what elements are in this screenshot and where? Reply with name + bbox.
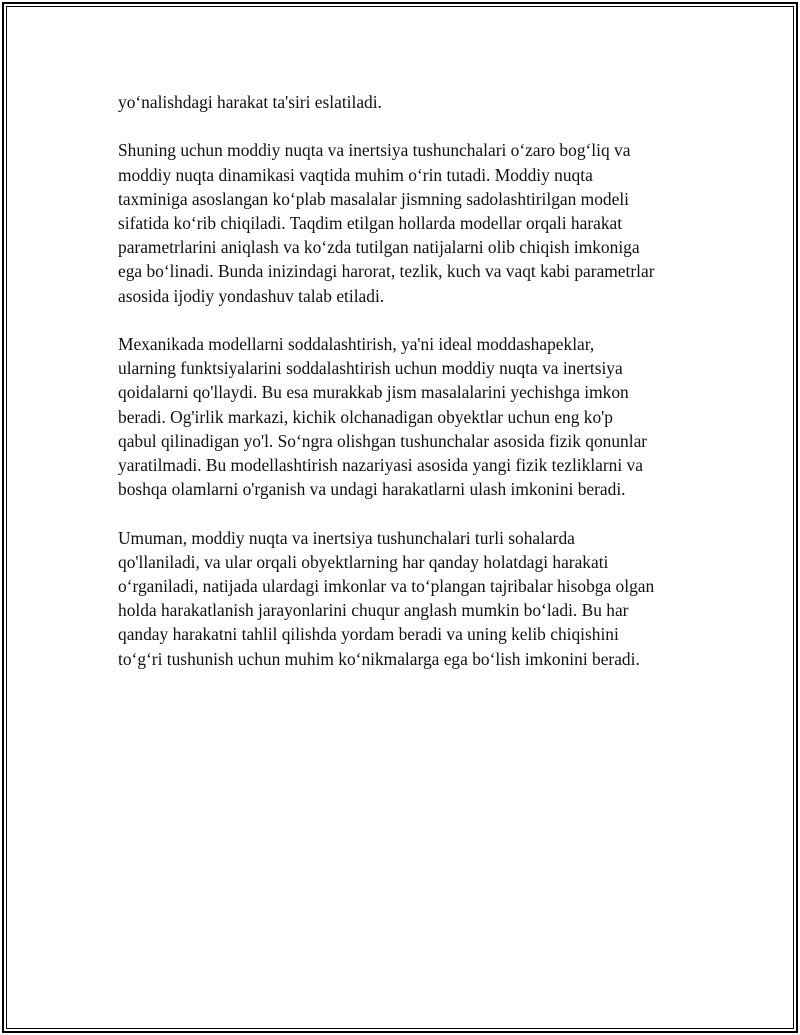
- paragraph-1: [118, 90, 718, 114]
- paragraph-3: [118, 332, 718, 501]
- text-line: ularning funktsiyalarini soddalashtirish uchun moddiy nuqta va inertsiya: [118, 358, 623, 379]
- text-line: parametrlarini aniqlash va ko‘zda tutilgan natijalarni olib chiqish imkoniga: [118, 237, 640, 258]
- text-line: ega bo‘linadi. Bunda inizindagi harorat, tezlik, kuch va vaqt kabi parametrlar: [118, 261, 655, 282]
- text-line: holda harakatlanish jarayonlarini chuqur anglash mumkin bo‘ladi. Bu har: [118, 600, 629, 621]
- text-line: qo'llaniladi, va ular orqali obyektlarning har qanday holatdagi harakati: [118, 551, 609, 572]
- text-line: Shuning uchun moddiy nuqta va inertsiya tushunchalari o‘zaro bog‘liq va: [118, 140, 631, 161]
- text-line: yaratilmadi. Bu modellashtirish nazariyasi asosida yangi fizik tezliklarni va: [118, 455, 643, 476]
- text-line: taxminiga asoslangan ko‘plab masalalar jismning sadolashtirilgan modeli: [118, 188, 629, 209]
- document-body: [118, 90, 718, 695]
- text-line: Mexanikada modellarni soddalashtirish, ya'ni ideal moddashapeklar,: [118, 334, 595, 354]
- text-line: sifatida ko‘rib chiqiladi. Taqdim etilgan hollarda modellar orqali harakat: [118, 213, 623, 233]
- text-line: qabul qilinadigan yo'l. So‘ngra olishgan tushunchalar asosida fizik qonunlar: [118, 430, 648, 451]
- text-line: to‘g‘ri tushunish uchun muhim ko‘nikmalarga ega bo‘lish imkonini beradi.: [118, 648, 640, 669]
- text-line: o‘rganiladi, natijada ulardagi imkonlar va to‘plangan tajribalar hisobga olgan: [118, 576, 655, 597]
- text-line: yo‘nalishdagi harakat ta'siri eslatiladi.: [118, 92, 382, 112]
- text-line: asosida ijodiy yondashuv talab etiladi.: [118, 285, 385, 306]
- paragraph-4: [118, 526, 718, 671]
- text-line: Umuman, moddiy nuqta va inertsiya tushunchalari turli sohalarda: [118, 527, 575, 548]
- text-line: beradi. Og'irlik markazi, kichik olchanadigan obyektlar uchun eng ko'p: [118, 406, 613, 427]
- text-line: qanday harakatni tahlil qilishda yordam beradi va uning kelib chiqishini: [118, 624, 619, 645]
- paragraph-2: [118, 138, 718, 307]
- text-line: moddiy nuqta dinamikasi vaqtida muhim o‘rin tutadi. Moddiy nuqta: [118, 164, 593, 185]
- text-line: boshqa olamlarni o'rganish va undagi harakatlarni ulash imkonini beradi.: [118, 479, 626, 500]
- text-line: qoidalarni qo'llaydi. Bu esa murakkab jism masalalarini yechishga imkon: [118, 382, 629, 403]
